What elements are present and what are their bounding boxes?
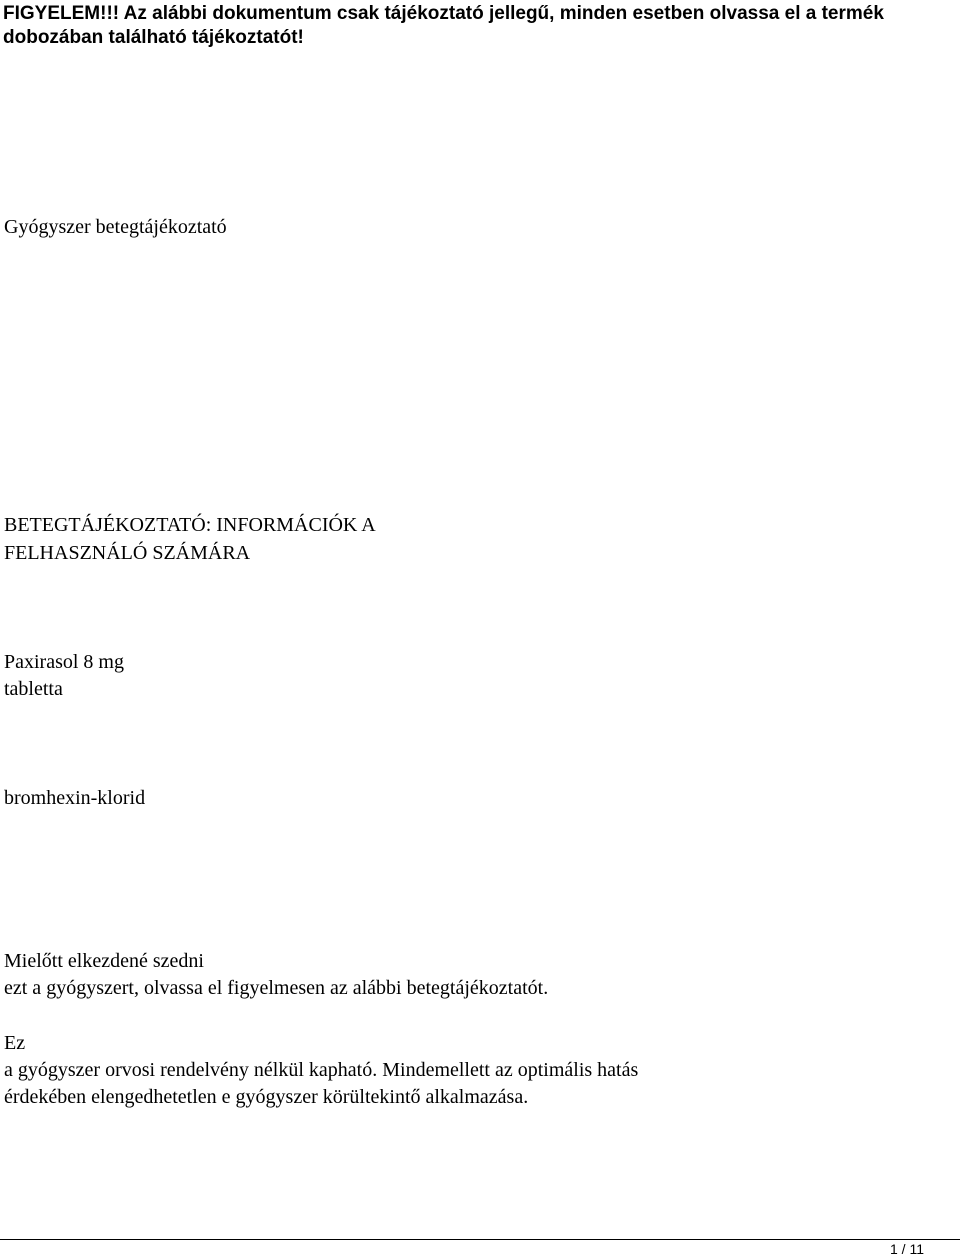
leaflet-heading-line-2: FELHASZNÁLÓ SZÁMÁRA xyxy=(4,542,251,564)
active-substance: bromhexin-klorid xyxy=(4,787,146,809)
footer-divider xyxy=(0,1239,960,1240)
intro-line-1: Mielőtt elkezdené szedni xyxy=(4,950,204,972)
product-form: tabletta xyxy=(4,678,63,700)
note-line-1: Ez xyxy=(4,1032,26,1054)
document-title: Gyógyszer betegtájékoztató xyxy=(4,216,227,238)
intro-line-2: ezt a gyógyszert, olvassa el figyelmesen az alábbi betegtájékoztatót. xyxy=(4,977,549,999)
leaflet-heading-line-1: BETEGTÁJÉKOZTATÓ: INFORMÁCIÓK A xyxy=(4,514,376,536)
note-line-2: a gyógyszer orvosi rendelvény nélkül kapható. Mindemellett az optimális hatás xyxy=(4,1059,639,1081)
warning-line-1: FIGYELEM!!! Az alábbi dokumentum csak tájékoztató jellegű, minden esetben olvassa el a termék xyxy=(3,3,884,24)
warning-line-2: dobozában található tájékoztatót! xyxy=(3,27,304,48)
note-line-3: érdekében elengedhetetlen e gyógyszer körültekintő alkalmazása. xyxy=(4,1086,529,1108)
product-name: Paxirasol 8 mg xyxy=(4,651,124,673)
page-indicator: 1 / 11 xyxy=(890,1241,924,1257)
